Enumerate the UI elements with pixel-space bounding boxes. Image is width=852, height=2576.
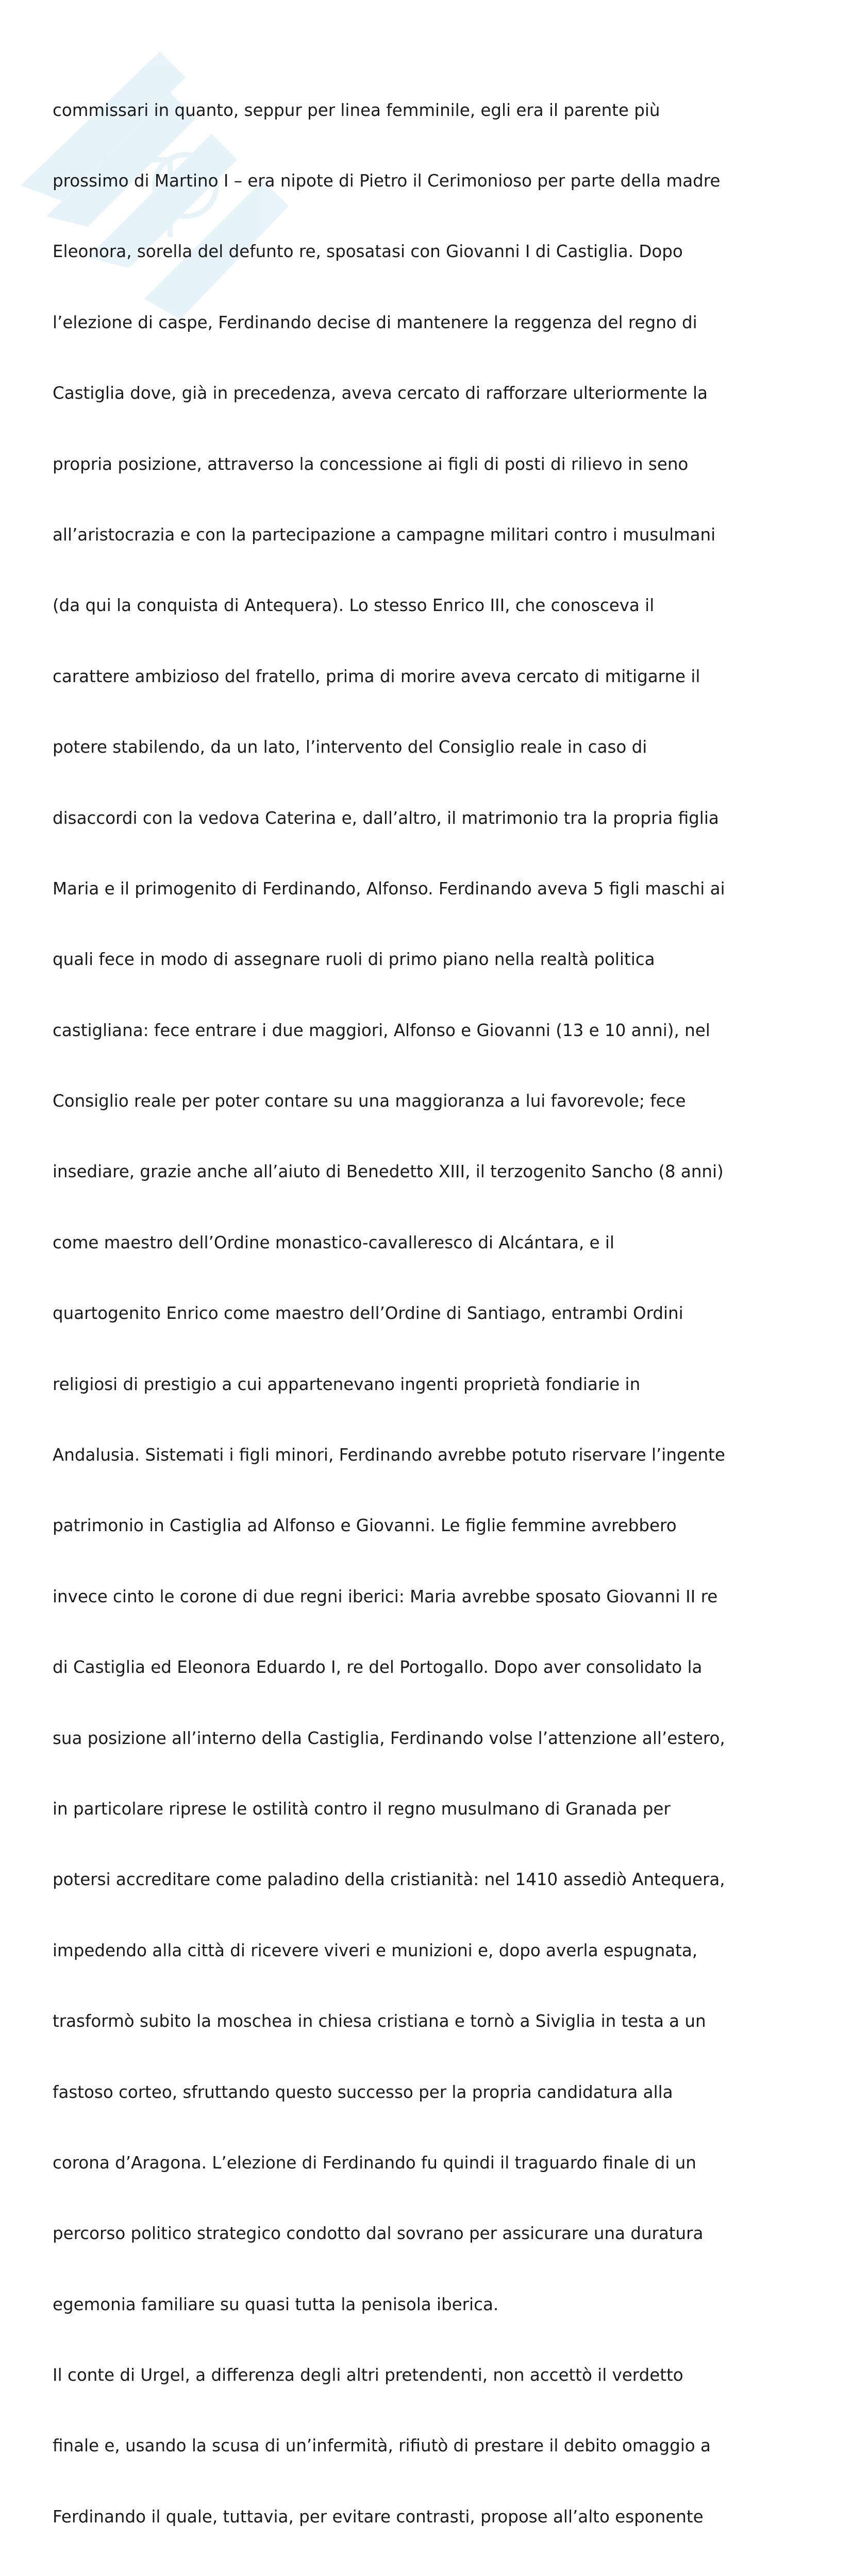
text-line: insediare, grazie anche all’aiuto di Benedetto XIII, il terzogenito Sancho (8 anni) [53,1162,724,1182]
text-line: egemonia familiare su quasi tutta la penisola iberica. [53,2294,499,2314]
text-line: quali fece in modo di assegnare ruoli di primo piano nella realtà politica [53,950,655,970]
text-line: Eleonora, sorella del defunto re, sposatasi con Giovanni I di Castiglia. Dopo [53,242,683,262]
text-line: l’elezione di caspe, Ferdinando decise di mantenere la reggenza del regno di [53,312,697,332]
text-line: trasformò subito la moschea in chiesa cristiana e tornò a Siviglia in testa a un [53,2011,706,2031]
text-line: finale e, usando la scusa di un’infermità, rifiutò di prestare il debito omaggio a [53,2436,711,2456]
text-line: Castiglia dove, già in precedenza, aveva cercato di rafforzare ulteriormente la [53,383,708,403]
text-line: invece cinto le corone di due regni iberici: Maria avrebbe sposato Giovanni II re [53,1586,718,1606]
text-line: fastoso corteo, sfruttando questo successo per la propria candidatura alla [53,2082,673,2102]
text-line: corona d’Aragona. L’elezione di Ferdinando fu quindi il traguardo finale di un [53,2153,696,2173]
text-line: all’aristocrazia e con la partecipazione a campagne militari contro i musulmani [53,524,716,545]
text-line: prossimo di Martino I – era nipote di Pietro il Cerimonioso per parte della madre [53,171,721,191]
text-line: come maestro dell’Ordine monastico-cavalleresco di Alcántara, e il [53,1232,614,1252]
text-line: patrimonio in Castiglia ad Alfonso e Giovanni. Le figlie femmine avrebbero [53,1516,677,1536]
text-line: percorso politico strategico condotto dal sovrano per assicurare una duratura [53,2224,704,2244]
text-line: (da qui la conquista di Antequera). Lo stesso Enrico III, che conosceva il [53,596,655,616]
text-line: carattere ambizioso del fratello, prima di morire aveva cercato di mitigarne il [53,666,700,686]
text-line: Consiglio reale per poter contare su una maggioranza a lui favorevole; fece [53,1091,686,1111]
text-line: potere stabilendo, da un lato, l’intervento del Consiglio reale in caso di [53,737,647,757]
text-line: castigliana: fece entrare i due maggiori, Alfonso e Giovanni (13 e 10 anni), nel [53,1020,710,1040]
text-line: Maria e il primogenito di Ferdinando, Alfonso. Ferdinando aveva 5 figli maschi ai [53,878,725,899]
text-line: religiosi di prestigio a cui appartenevano ingenti proprietà fondiarie in [53,1374,641,1394]
text-line: in particolare riprese le ostilità contro il regno musulmano di Granada per [53,1799,671,1819]
text-line: potersi accreditare come paladino della cristianità: nel 1410 assediò Antequera, [53,1870,725,1890]
text-line: Il conte di Urgel, a differenza degli altri pretendenti, non accettò il verdetto [53,2365,683,2385]
text-line: Andalusia. Sistemati i figli minori, Ferdinando avrebbe potuto riservare l’ingente [53,1445,725,1465]
text-line: disaccordi con la vedova Caterina e, dall’altro, il matrimonio tra la propria figlia [53,808,719,828]
text-line: sua posizione all’interno della Castiglia, Ferdinando volse l’attenzione all’estero, [53,1728,725,1748]
text-line: propria posizione, attraverso la concessione ai figli di posti di rilievo in seno [53,454,689,474]
text-line: impedendo alla città di ricevere viveri e munizioni e, dopo averla espugnata, [53,1940,698,1960]
document-body-text [53,52,805,2576]
text-line: commissari in quanto, seppur per linea femminile, egli era il parente più [53,100,660,120]
text-line: Ferdinando il quale, tuttavia, per evitare contrasti, propose all’alto esponente [53,2506,704,2527]
text-line: di Castiglia ed Eleonora Eduardo I, re del Portogallo. Dopo aver consolidato la [53,1657,703,1677]
text-line: quartogenito Enrico come maestro dell’Ordine di Santiago, entrambi Ordini [53,1303,683,1324]
